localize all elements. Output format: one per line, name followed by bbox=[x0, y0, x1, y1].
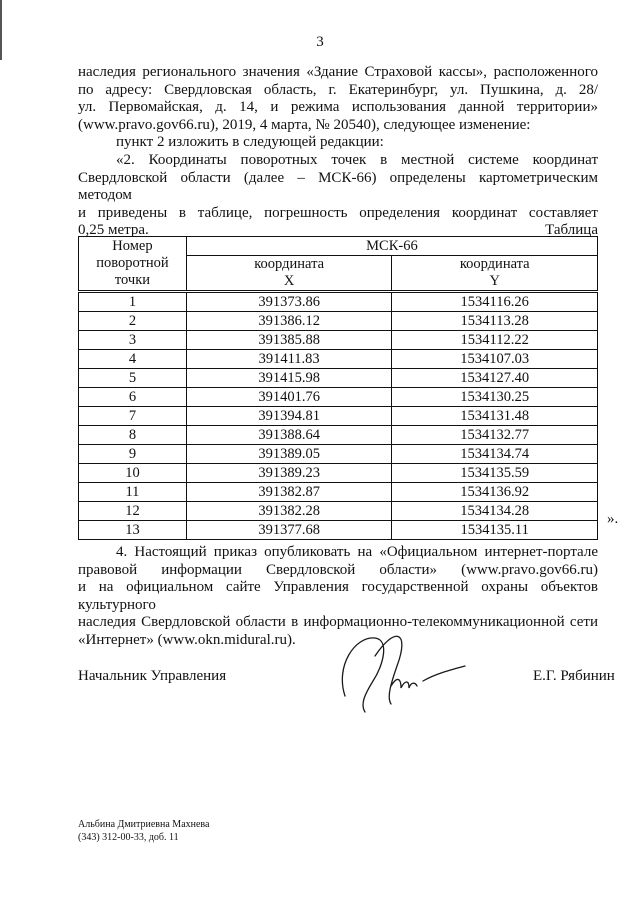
item4-line: правовой информации Свердловской области» (www.pravo.gov66.ru) bbox=[78, 561, 598, 578]
table-row bbox=[79, 312, 598, 331]
page-edge-line bbox=[0, 0, 2, 60]
quote-line: Свердловской области (далее – МСК-66) определены картометрическим методом bbox=[78, 169, 598, 204]
x-coordinate-cell: 391388.64 bbox=[186, 426, 392, 445]
page-number: 3 bbox=[316, 34, 324, 50]
table-caption: Таблица bbox=[545, 222, 598, 238]
item4-line: «Интернет» (www.okn.midural.ru). bbox=[78, 631, 296, 648]
executor-footer bbox=[78, 818, 209, 844]
closing-quote-mark: ». bbox=[607, 511, 619, 527]
point-number-cell: 10 bbox=[79, 464, 187, 483]
intro-line: наследия регионального значения «Здание Страховой кассы», расположенного bbox=[78, 64, 598, 80]
coordinates-table bbox=[78, 236, 598, 540]
intro-paragraph bbox=[78, 64, 598, 152]
intro-line: ул. Первомайская, д. 14, и режима использования данной территории» bbox=[78, 99, 598, 116]
y-coordinate-cell: 1534135.59 bbox=[392, 464, 598, 483]
y-coordinate-cell: 1534134.28 bbox=[392, 502, 598, 521]
x-coordinate-cell: 391389.05 bbox=[186, 445, 392, 464]
x-coordinate-cell: 391382.87 bbox=[186, 483, 392, 502]
table-row bbox=[79, 502, 598, 521]
x-coordinate-cell: 391394.81 bbox=[186, 407, 392, 426]
quote-line: «2. Координаты поворотных точек в местной системе координат bbox=[116, 152, 598, 168]
table-row bbox=[79, 407, 598, 426]
y-coordinate-cell: 1534127.40 bbox=[392, 369, 598, 388]
point-line: пункт 2 изложить в следующей редакции: bbox=[116, 134, 384, 151]
y-coordinate-cell: 1534135.11 bbox=[392, 521, 598, 540]
quote-line: 0,25 метра. bbox=[78, 222, 149, 239]
x-coordinate-cell: 391401.76 bbox=[186, 388, 392, 407]
item4-line: 4. Настоящий приказ опубликовать на «Официальном интернет-портале bbox=[116, 544, 598, 560]
table-row bbox=[79, 426, 598, 445]
col-x-header: координата X bbox=[186, 256, 392, 292]
point-number-cell: 9 bbox=[79, 445, 187, 464]
point-number-cell: 12 bbox=[79, 502, 187, 521]
y-coordinate-cell: 1534131.48 bbox=[392, 407, 598, 426]
table-row bbox=[79, 521, 598, 540]
point-number-cell: 13 bbox=[79, 521, 187, 540]
point-number-cell: 2 bbox=[79, 312, 187, 331]
point-number-cell: 7 bbox=[79, 407, 187, 426]
point-number-cell: 6 bbox=[79, 388, 187, 407]
x-coordinate-cell: 391411.83 bbox=[186, 350, 392, 369]
y-coordinate-cell: 1534132.77 bbox=[392, 426, 598, 445]
table-row bbox=[79, 483, 598, 502]
y-coordinate-cell: 1534134.74 bbox=[392, 445, 598, 464]
signatory-name: Е.Г. Рябинин bbox=[533, 668, 615, 684]
point-number-cell: 5 bbox=[79, 369, 187, 388]
y-coordinate-cell: 1534130.25 bbox=[392, 388, 598, 407]
x-coordinate-cell: 391382.28 bbox=[186, 502, 392, 521]
item4-line: и на официальном сайте Управления государственной охраны объектов культурного bbox=[78, 579, 598, 613]
table-row bbox=[79, 464, 598, 483]
intro-line: по адресу: Свердловская область, г. Екатеринбург, ул. Пушкина, д. 28/ bbox=[78, 81, 598, 98]
table-row bbox=[79, 350, 598, 369]
y-coordinate-cell: 1534116.26 bbox=[392, 292, 598, 312]
x-coordinate-cell: 391385.88 bbox=[186, 331, 392, 350]
col-y-header: координата Y bbox=[392, 256, 598, 292]
y-coordinate-cell: 1534107.03 bbox=[392, 350, 598, 369]
item4-line: наследия Свердловской области в информационно-телекоммуникационной сети bbox=[78, 614, 598, 631]
table-row bbox=[79, 445, 598, 464]
table-row bbox=[79, 369, 598, 388]
table-row bbox=[79, 331, 598, 350]
x-coordinate-cell: 391377.68 bbox=[186, 521, 392, 540]
y-coordinate-cell: 1534136.92 bbox=[392, 483, 598, 502]
quote-line: и приведены в таблице, погрешность определения координат составляет bbox=[78, 204, 598, 221]
point-number-cell: 11 bbox=[79, 483, 187, 502]
col-point-number-header: Номер поворотной точки bbox=[79, 237, 187, 292]
handwritten-signature bbox=[335, 626, 475, 716]
x-coordinate-cell: 391415.98 bbox=[186, 369, 392, 388]
table-row bbox=[79, 388, 598, 407]
signatory-title: Начальник Управления bbox=[78, 668, 227, 684]
point-number-cell: 4 bbox=[79, 350, 187, 369]
y-coordinate-cell: 1534113.28 bbox=[392, 312, 598, 331]
y-coordinate-cell: 1534112.22 bbox=[392, 331, 598, 350]
msk66-group-header: МСК-66 bbox=[186, 237, 597, 256]
point-number-cell: 3 bbox=[79, 331, 187, 350]
point-number-cell: 8 bbox=[79, 426, 187, 445]
point-number-cell: 1 bbox=[79, 292, 187, 312]
x-coordinate-cell: 391389.23 bbox=[186, 464, 392, 483]
executor-name: Альбина Дмитриевна Махнева bbox=[78, 819, 210, 830]
table-row bbox=[79, 292, 598, 312]
executor-phone: (343) 312-00-33, доб. 11 bbox=[78, 832, 179, 843]
x-coordinate-cell: 391373.86 bbox=[186, 292, 392, 312]
intro-line: (www.pravo.gov66.ru), 2019, 4 марта, № 20540), следующее изменение: bbox=[78, 116, 531, 133]
x-coordinate-cell: 391386.12 bbox=[186, 312, 392, 331]
table-body bbox=[79, 292, 598, 540]
